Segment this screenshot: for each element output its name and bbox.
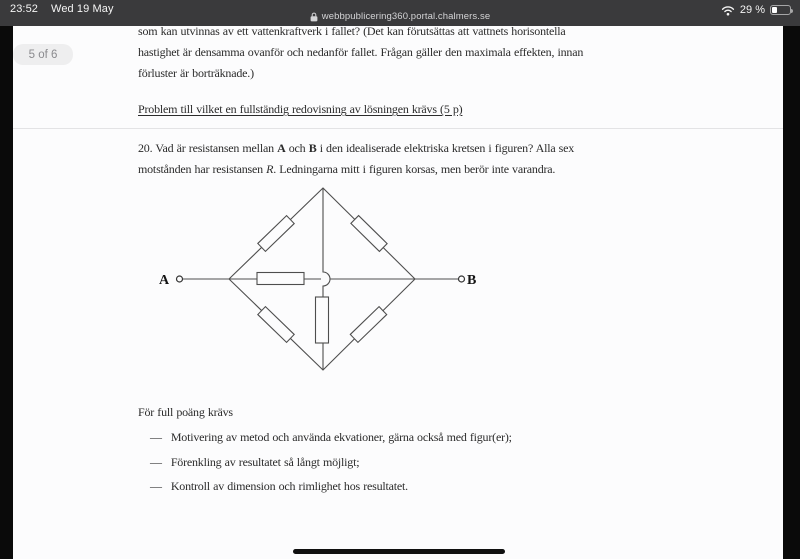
problem-statement — [138, 138, 678, 180]
requirement-item — [150, 427, 690, 448]
circuit-diagram — [153, 182, 493, 382]
resistor-lower-right — [350, 307, 386, 343]
status-date: Wed 19 May — [51, 3, 114, 15]
home-indicator[interactable] — [293, 549, 505, 554]
intro-paragraph — [138, 26, 678, 84]
problem-line-1: 20. Vad är resistansen mellan A och B i den idealiserade elektriska kretsen i figuren? Alla sex — [138, 141, 575, 155]
page-indicator-label: 5 of 6 — [28, 48, 58, 61]
requirements-heading: För full poäng krävs — [138, 405, 233, 419]
section-heading-text: Problem till vilket en fullständig redovisning av lösningen krävs (5 p) — [138, 102, 463, 116]
left-letterbox — [0, 26, 13, 559]
lock-icon — [310, 12, 318, 22]
requirement-item — [150, 452, 690, 473]
requirement-text: Kontroll av dimension och rimlighet hos resultatet. — [170, 479, 408, 493]
terminal-a — [177, 276, 183, 282]
right-letterbox — [783, 26, 800, 559]
dash-bullet: — — [150, 455, 162, 469]
page-indicator — [13, 44, 73, 65]
pdf-page — [13, 26, 783, 559]
resistor-middle-vertical — [316, 297, 329, 343]
resistor-upper-right — [351, 216, 387, 252]
url-text[interactable]: webbpublicering360.portal.chalmers.se — [321, 11, 491, 22]
resistor-upper-left — [258, 216, 294, 252]
section-divider — [13, 128, 783, 129]
terminal-b — [459, 276, 465, 282]
section-heading — [138, 99, 678, 120]
dash-bullet: — — [150, 430, 162, 444]
intro-line-3: förluster är borträknade.) — [138, 66, 254, 80]
requirement-text: Motivering av metod och använda ekvationer, gärna också med figur(er); — [170, 430, 512, 444]
battery-percent: 29 % — [739, 4, 765, 16]
wifi-icon — [721, 5, 735, 16]
resistor-middle-horizontal — [257, 273, 304, 285]
intro-line-1: som kan utvinnas av ett vattenkraftverk i fallet? (Det kan förutsättas att vattnets horisontella — [138, 26, 566, 38]
status-bar — [0, 0, 800, 26]
requirement-item — [150, 476, 690, 497]
requirement-text: Förenkling av resultatet så långt möjligt; — [170, 455, 360, 469]
battery-icon — [770, 5, 791, 15]
intro-line-2: hastighet är densamma ovanför och nedanför fallet. Frågan gäller den maximala effekten, innan — [138, 45, 584, 59]
url-bar[interactable] — [0, 11, 800, 22]
dash-bullet: — — [150, 479, 162, 493]
status-time: 23:52 — [10, 3, 39, 15]
terminal-a-label: A — [159, 273, 170, 288]
problem-line-2: motstånden har resistansen R. Ledningarna mitt i figuren korsas, men berör inte varandra. — [138, 162, 556, 176]
resistor-lower-left — [258, 307, 294, 343]
terminal-b-label: B — [467, 273, 477, 288]
